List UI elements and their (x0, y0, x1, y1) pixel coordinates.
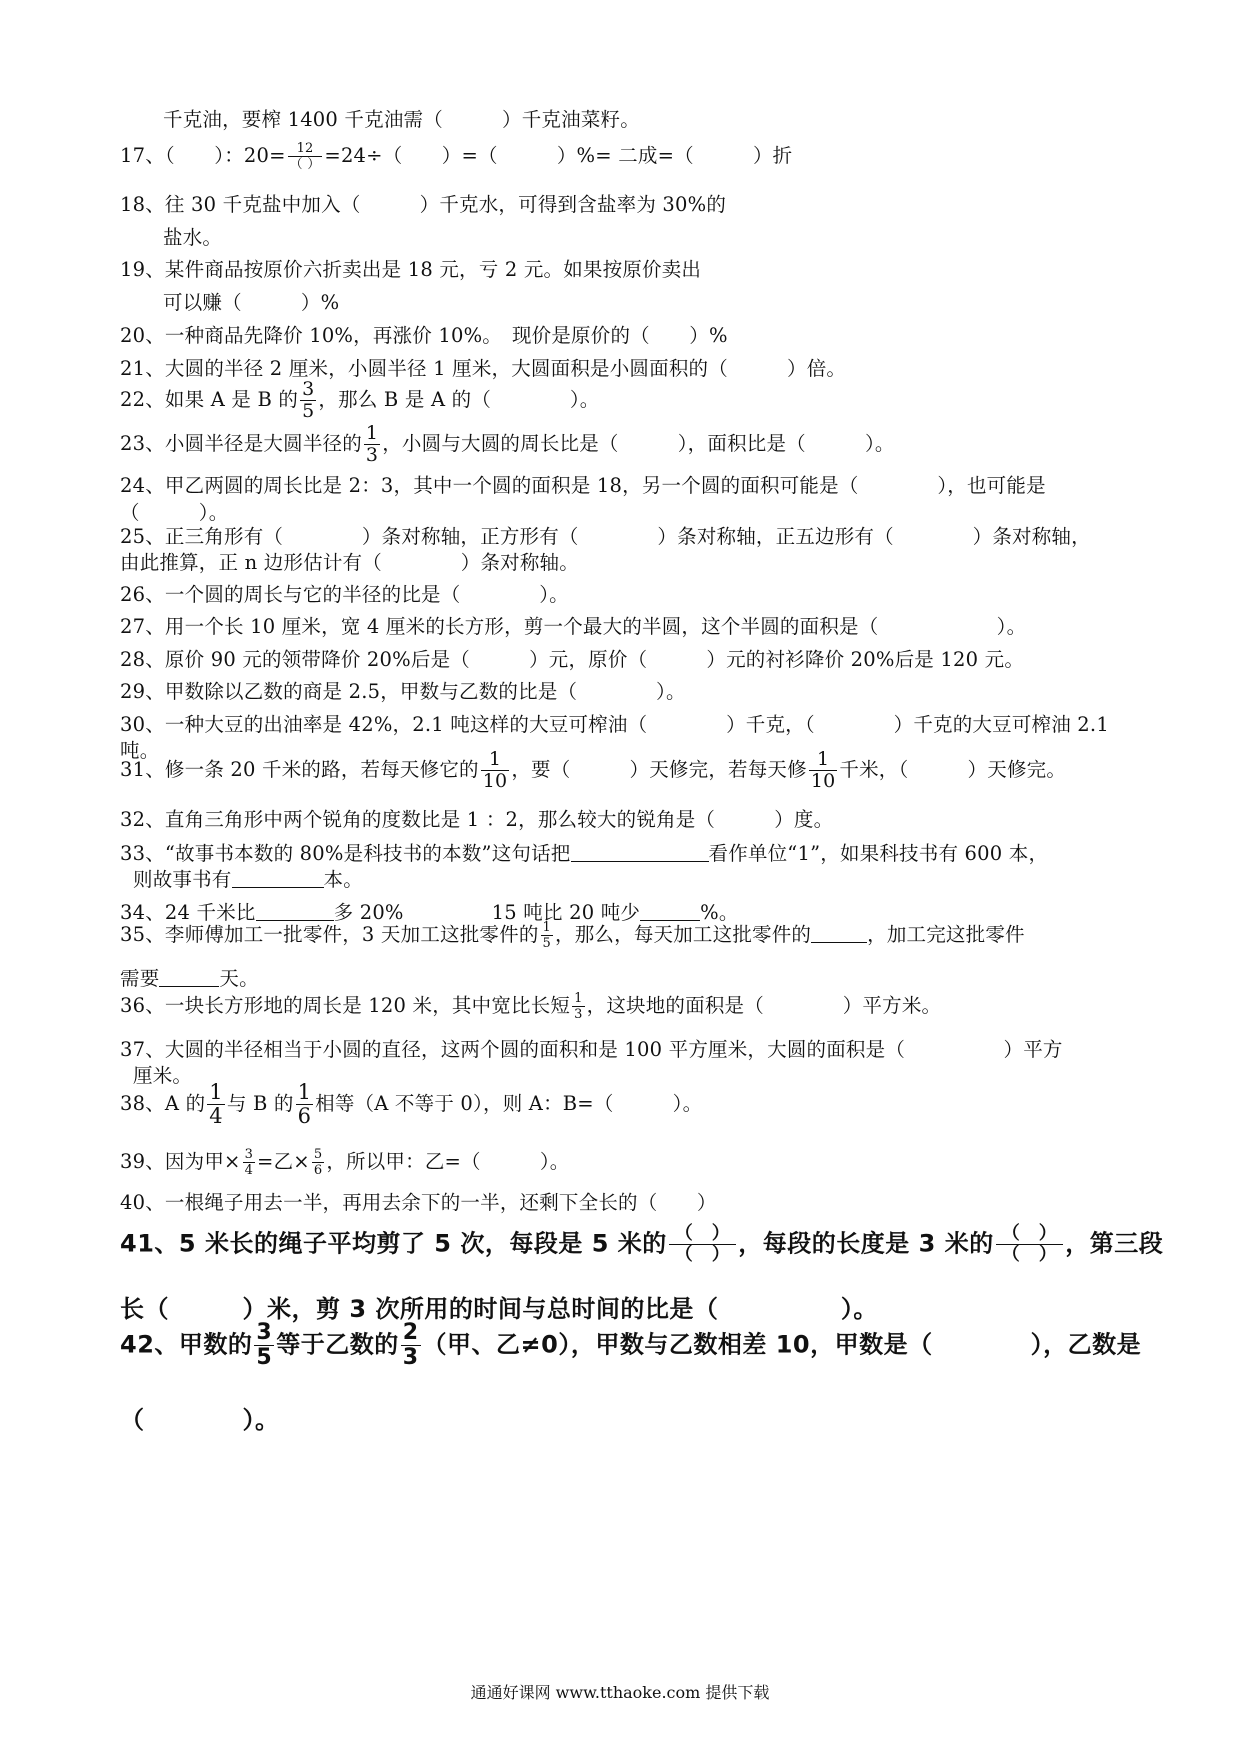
question-24-cont: （ ）。 (120, 501, 229, 524)
question-37-cont: 厘米。 (133, 1064, 193, 1087)
question-35: 35、李师傅加工一批零件，3 天加工这批零件的 $\frac{1}{5}$ ，那么，每天加工这批零件的 ，加工完这批零件 (120, 920, 1025, 951)
question-19: 19、某件商品按原价六折卖出是 18 元，亏 2 元。如果按原价卖出 (120, 258, 702, 281)
answer-blank[interactable] (159, 968, 219, 987)
question-23: 23、小圆半径是大圆半径的 $\frac{1}{3}$ ，小圆与大圆的周长比是（ ），面积比是（ ）。 (120, 422, 895, 466)
question-29: 29、甲数除以乙数的商是 2.5，甲数与乙数的比是（ ）。 (120, 680, 686, 703)
fraction: $\frac{5}{6}$ (313, 1147, 323, 1178)
answer-blank[interactable] (640, 902, 700, 921)
question-25: 25、正三角形有（ ）条对称轴，正方形有（ ）条对称轴，正五边形有（ ）条对称轴， (120, 525, 1091, 548)
fraction: $\frac{( )}{( )}$ (996, 1225, 1064, 1264)
question-28: 28、原价 90 元的领带降价 20%后是（ ）元，原价（ ）元的衬衫降价 20%后是 120 元。 (120, 648, 1025, 671)
fraction: $\frac{1}{3}$ (574, 991, 583, 1022)
question-36: 36、一块长方形地的周长是 120 米，其中宽比长短 $\frac{1}{3}$ ，这块地的面积是（ ）平方米。 (120, 991, 942, 1022)
question-19-cont: 可以赚（ ）% (163, 291, 340, 314)
question-33-cont: 则故事书有 本。 (133, 868, 363, 891)
question-30-cont: 吨。 (120, 739, 160, 762)
fraction: $\frac{1}{5}$ (542, 920, 552, 951)
question-37: 37、大圆的半径相当于小圆的直径，这两个圆的面积和是 100 平方厘米，大圆的面积是（ ）平方 (120, 1038, 1063, 1061)
question-17: 17、（ ）：20= $\frac{12}{( )}$ =24÷（ ）=（ ）%= 二成=（ ）折 (120, 141, 793, 172)
question-18: 18、往 30 千克盐中加入（ ）千克水，可得到含盐率为 30%的 (120, 193, 727, 216)
question-30: 30、一种大豆的出油率是 42%，2.1 吨这样的大豆可榨油（ ）千克，（ ）千克的大豆可榨油 2.1 (120, 713, 1109, 736)
question-38: 38、A 的 $\frac{1}{4}$ 与 B 的 $\frac{1}{6}$ 相等（A 不等于 0），则 A：B=（ ）。 (120, 1080, 703, 1128)
question-22: 22、如果 A 是 B 的 $\frac{3}{5}$ ，那么 B 是 A 的（ ）。 (120, 378, 600, 422)
question-35-cont: 需要 天。 (120, 967, 259, 990)
question-31: 31、修一条 20 千米的路，若每天修它的 $\frac{1}{10}$ ，要（ ）天修完，若每天修 $\frac{1}{10}$ 千米，（ ）天修完。 (120, 748, 1067, 792)
question-24: 24、甲乙两圆的周长比是 2：3，其中一个圆的面积是 18，另一个圆的面积可能是（ ），也可能是 (120, 474, 1046, 497)
answer-blank[interactable] (571, 843, 709, 862)
question-20: 20、一种商品先降价 10%，再涨价 10%。 现价是原价的（ ）% (120, 324, 728, 347)
question-32: 32、直角三角形中两个锐角的度数比是 1 ：2，那么较大的锐角是（ ）度。 (120, 808, 834, 831)
fraction: $\frac{2}{3}$ (402, 1320, 419, 1370)
question-27: 27、用一个长 10 厘米，宽 4 厘米的长方形，剪一个最大的半圆，这个半圆的面积是（ ）。 (120, 615, 1027, 638)
question-41-cont: 长（ ）米，剪 3 次所用的时间与总时间的比是（ ）。 (120, 1295, 878, 1323)
page-footer: 通通好课网 www.tthaoke.com 提供下载 (470, 1683, 770, 1702)
fraction: $\frac{12}{( )}$ (289, 141, 321, 172)
fraction: $\frac{1}{6}$ (297, 1080, 312, 1128)
question-18-cont: 盐水。 (163, 226, 223, 249)
question-42-cont: （ ）。 (120, 1406, 280, 1434)
fraction: $\frac{( )}{( )}$ (669, 1225, 737, 1264)
fraction: $\frac{3}{5}$ (256, 1320, 273, 1370)
question-33: 33、“故事书本数的 80%是科技书的本数”这句话把 看作单位“1”，如果科技书有 600 本， (120, 842, 1049, 865)
question-40: 40、一根绳子用去一半，再用去余下的一半，还剩下全长的（ ） (120, 1191, 717, 1214)
answer-blank[interactable] (256, 902, 334, 921)
fraction: $\frac{1}{10}$ (482, 748, 508, 792)
answer-blank[interactable] (811, 924, 867, 943)
fraction: $\frac{3}{4}$ (244, 1147, 254, 1178)
question-34: 34、24 千米比 多 20% 15 吨比 20 吨少 %。 (120, 901, 739, 924)
question-42: 42、甲数的 $\frac{3}{5}$ 等于乙数的 $\frac{2}{3}$ （甲、乙≠0），甲数与乙数相差 10，甲数是（ ），乙数是 (120, 1320, 1142, 1370)
question-41: 41、5 米长的绳子平均剪了 5 次，每段是 5 米的 $\frac{( )}{( )}$ ，每段的长度是 3 米的 $\frac{( )}{( )}$ ，第三段 (120, 1223, 1164, 1265)
question-25-cont: 由此推算，正 n 边形估计有（ ）条对称轴。 (120, 551, 579, 574)
question-21: 21、大圆的半径 2 厘米，小圆半径 1 厘米，大圆面积是小圆面积的（ ）倍。 (120, 357, 847, 380)
fraction: $\frac{1}{10}$ (810, 748, 836, 792)
question-39: 39、因为甲× $\frac{3}{4}$ =乙× $\frac{5}{6}$ ，所以甲：乙=（ ）。 (120, 1147, 570, 1178)
fraction: $\frac{3}{5}$ (302, 378, 315, 422)
fraction: $\frac{1}{4}$ (209, 1080, 223, 1128)
fraction: $\frac{1}{3}$ (365, 422, 379, 466)
question-16-tail: 千克油，要榨 1400 千克油需（ ）千克油菜籽。 (163, 108, 640, 131)
question-26: 26、一个圆的周长与它的半径的比是（ ）。 (120, 583, 569, 606)
answer-blank[interactable] (232, 869, 324, 888)
